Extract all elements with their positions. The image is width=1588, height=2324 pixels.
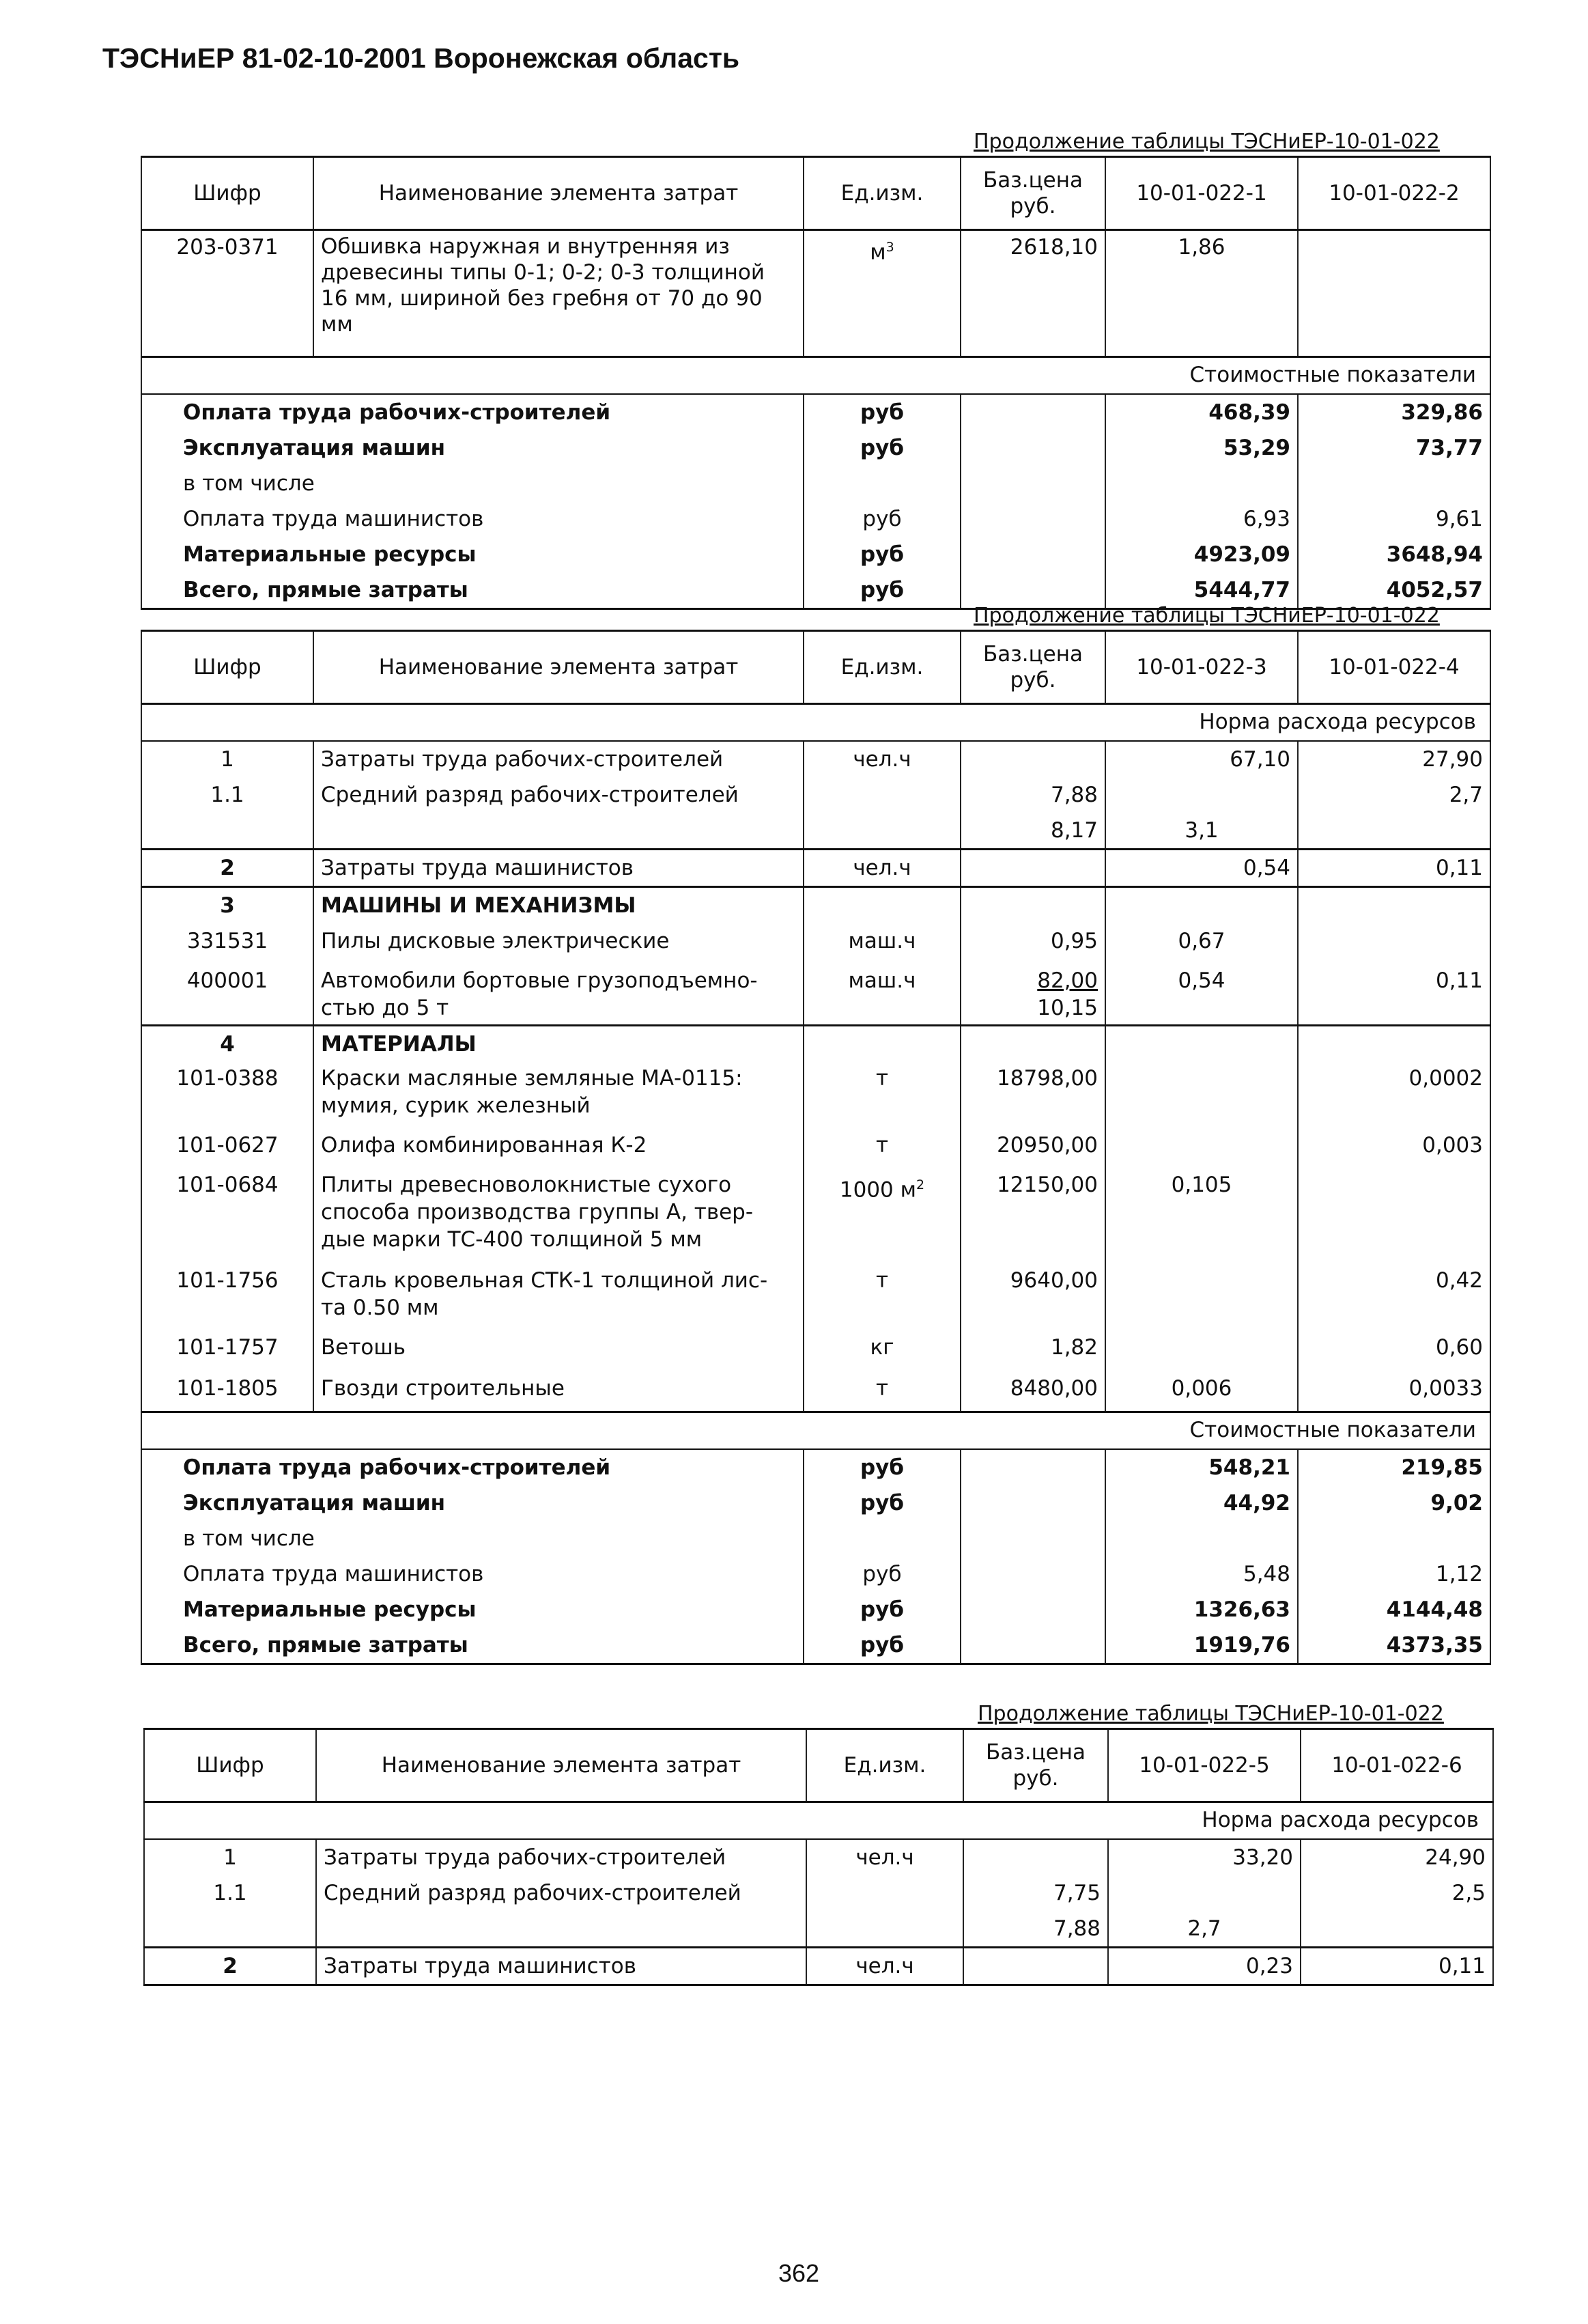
table-row: 1.1 Средний разряд рабочих-строителей 7,88 2,7 [141, 777, 1490, 813]
table1-section-cost: Стоимостные показатели [141, 357, 1490, 395]
header-col5: 10-01-022-3 [1105, 631, 1298, 704]
table3-header-row [144, 1729, 1493, 1802]
table-row: 1.1 Средний разряд рабочих-строителей 7,75 2,5 [144, 1875, 1493, 1911]
table-row: Оплата труда рабочих-строителей руб 548,21 219,85 [141, 1449, 1490, 1485]
table-row: 101-1756 Сталь кровельная СТК-1 толщиной лис- та 0.50 мм т 9640,00 0,42 [141, 1264, 1490, 1330]
table-row: 7,88 2,7 [144, 1911, 1493, 1948]
table2-section-cost: Стоимостные показатели [141, 1412, 1490, 1449]
table-row: Оплата труда рабочих-строителей руб 468,39 329,86 [141, 394, 1490, 430]
table-row: в том числе [141, 1521, 1490, 1556]
table-row: 101-0388 Краски масляные земляные МА-0115: мумия, сурик железный т 18798,00 0,0002 [141, 1062, 1490, 1128]
header-unit: Ед.изм. [804, 157, 961, 230]
header-col6: 10-01-022-6 [1301, 1729, 1493, 1802]
row-unit: $м^3$ [804, 230, 961, 357]
header-unit: Ед.изм. [804, 631, 961, 704]
table-row: 2 Затраты труда машинистов чел.ч 0,54 0,11 [141, 850, 1490, 887]
table-row: 101-0627 Олифа комбинированная К-2 т 20950,00 0,003 [141, 1128, 1490, 1168]
header-name: Наименование элемента затрат [313, 157, 804, 230]
table-row: 1 Затраты труда рабочих-строителей чел.ч 67,10 27,90 [141, 741, 1490, 777]
header-name: Наименование элемента затрат [313, 631, 804, 704]
table-row: 8,17 3,1 [141, 813, 1490, 850]
table-row: 1 Затраты труда рабочих-строителей чел.ч 33,20 24,90 [144, 1839, 1493, 1875]
header-col5: 10-01-022-1 [1105, 157, 1298, 230]
row-v2 [1298, 230, 1490, 357]
table-row: Всего, прямые затраты руб 1919,76 4373,35 [141, 1627, 1490, 1664]
header-unit: Ед.изм. [806, 1729, 963, 1802]
row-v1: 1,86 [1105, 230, 1298, 357]
header-name: Наименование элемента затрат [316, 1729, 806, 1802]
header-col6: 10-01-022-2 [1298, 157, 1490, 230]
table2-section-norms: Норма расхода ресурсов [141, 704, 1490, 742]
table-row: Оплата труда машинистов руб 6,93 9,61 [141, 501, 1490, 537]
table-row: 101-1805 Гвозди строительные т 8480,00 0,006 0,0033 [141, 1371, 1490, 1412]
row-code: 203-0371 [141, 230, 313, 357]
table2-continuation-caption: Продолжение таблицы ТЭСНиЕР-10-01-022 [974, 604, 1440, 628]
page-number: 362 [778, 2259, 820, 2287]
header-price: Баз.цена руб. [961, 157, 1105, 230]
table-row: Оплата труда машинистов руб 5,48 1,12 [141, 1556, 1490, 1592]
header-price: Баз.цена руб. [963, 1729, 1108, 1802]
table3 [143, 1728, 1494, 1986]
header-price: Баз.цена руб. [961, 631, 1105, 704]
header-col6: 10-01-022-4 [1298, 631, 1490, 704]
table2-header-row [141, 631, 1490, 704]
header-code: Шифр [141, 631, 313, 704]
table-row: 400001 Автомобили бортовые грузоподъемно- стью до 5 т маш.ч 82,00 10,15 0,54 0,11 [141, 964, 1490, 1026]
header-code: Шифр [144, 1729, 316, 1802]
table-row: Всего, прямые затраты руб 5444,77 4052,57 [141, 572, 1490, 609]
table-row [141, 230, 1490, 357]
table2 [141, 630, 1491, 1665]
row-price: 2618,10 [961, 230, 1105, 357]
table3-section-norms: Норма расхода ресурсов [144, 1802, 1493, 1840]
table1-continuation-caption: Продолжение таблицы ТЭСНиЕР-10-01-022 [974, 130, 1440, 154]
table-row: Материальные ресурсы руб 4923,09 3648,94 [141, 537, 1490, 572]
table-row: 101-0684 Плиты древесноволокнистые сухого способа производства группы А, твер- дые марки ТС-400 толщиной 5 мм 1000 $м^2$ 12150,00 0,105 [141, 1168, 1490, 1264]
table-row: 101-1757 Ветошь кг 1,82 0,60 [141, 1330, 1490, 1371]
table-row: 3 МАШИНЫ И МЕХАНИЗМЫ [141, 887, 1490, 924]
header-code: Шифр [141, 157, 313, 230]
table-row: Эксплуатация машин руб 53,29 73,77 [141, 430, 1490, 466]
table-row: 2 Затраты труда машинистов чел.ч 0,23 0,11 [144, 1948, 1493, 1985]
table-row: 331531 Пилы дисковые электрические маш.ч 0,95 0,67 [141, 923, 1490, 964]
table-row: 4 МАТЕРИАЛЫ [141, 1026, 1490, 1063]
row-name: Обшивка наружная и внутренняя из древесины типы 0-1; 0-2; 0-3 толщиной 16 мм, шириной без гребня от 70 до 90 мм [313, 230, 804, 357]
table1-header-row [141, 157, 1490, 230]
table-row: Материальные ресурсы руб 1326,63 4144,48 [141, 1592, 1490, 1627]
table1 [141, 156, 1491, 610]
table3-continuation-caption: Продолжение таблицы ТЭСНиЕР-10-01-022 [978, 1702, 1444, 1726]
page-title: ТЭСНиЕР 81-02-10-2001 Воронежская область [102, 42, 740, 74]
table-row: Эксплуатация машин руб 44,92 9,02 [141, 1485, 1490, 1521]
header-col5: 10-01-022-5 [1108, 1729, 1301, 1802]
table-row: в том числе [141, 466, 1490, 501]
